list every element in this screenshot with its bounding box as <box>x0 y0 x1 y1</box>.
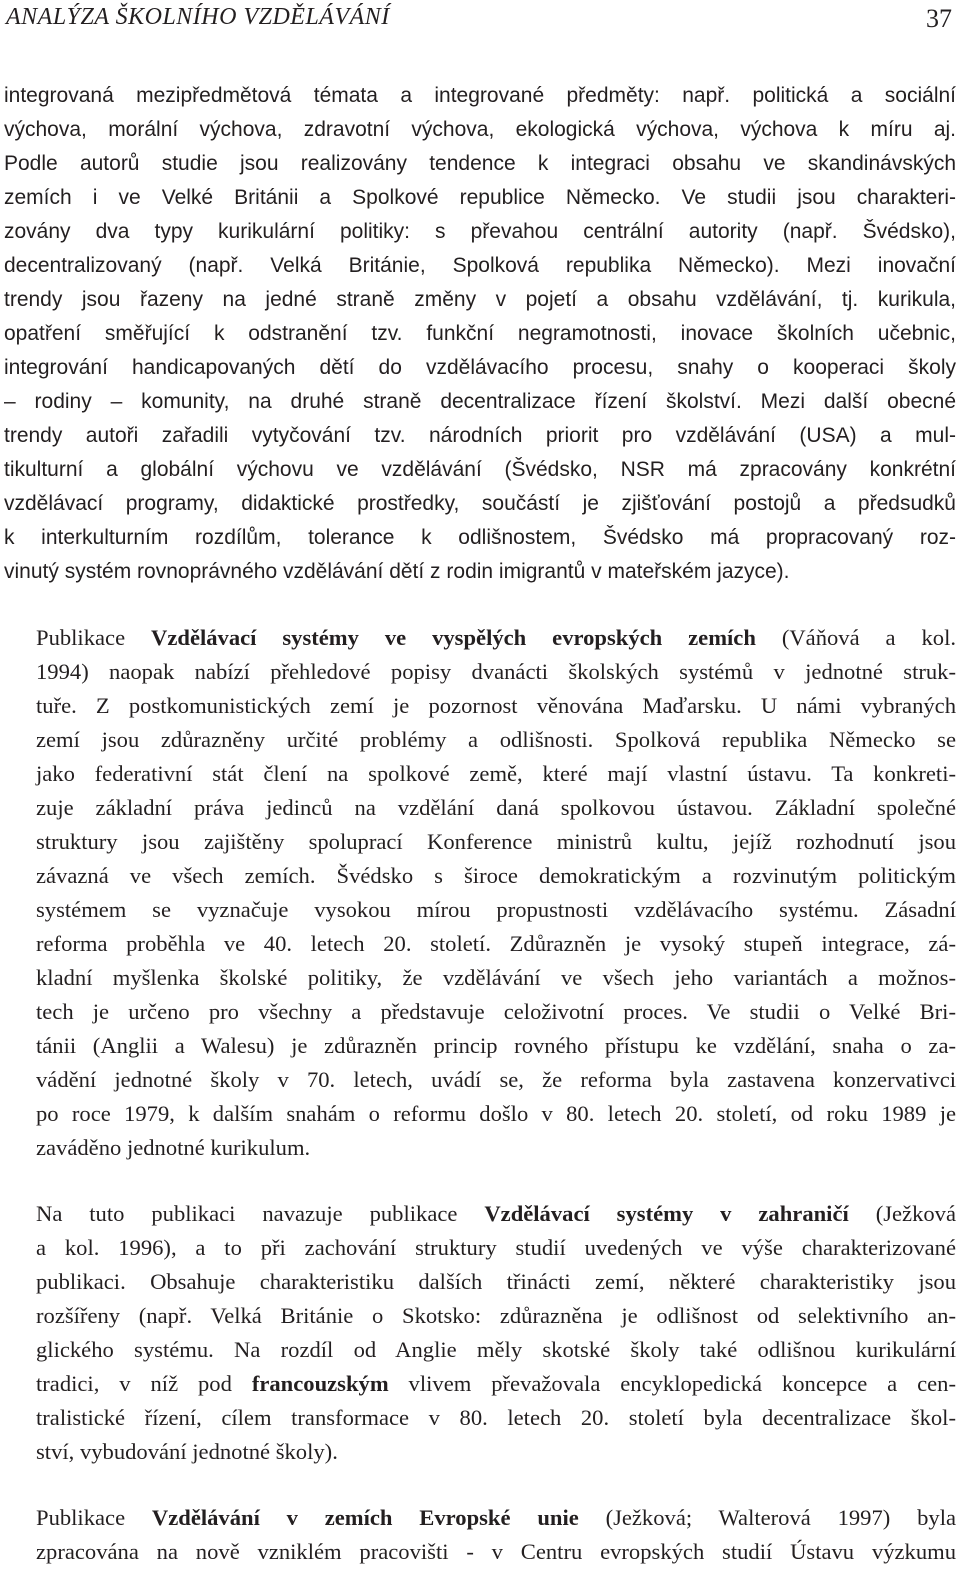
text-run: (Ježková; Walterová 1997) byla <box>578 1505 956 1530</box>
text-line: trendy autoři zařadili vytyčování tzv. národních priorit pro vzdělávání (USA) a mul- <box>4 424 956 447</box>
publication-title: Vzdělávací systémy ve vyspělých evropských zemích <box>151 625 756 650</box>
text-line: 1994) naopak nabízí přehledové popisy dvanácti školských systémů v jednotné struk- <box>36 659 956 684</box>
text-line: tralistické řízení, cílem transformace v 80. letech 20. století byla decentralizace škol- <box>36 1405 956 1430</box>
text-line: tech je určeno pro všechny a představuje celoživotní proces. Ve studii o Velké Bri- <box>36 999 956 1024</box>
text-line: reforma proběhla ve 40. letech 20. století. Zdůrazněn je vysoký stupeň integrace, zá- <box>36 931 956 956</box>
page-number: 37 <box>926 4 952 33</box>
text-line: jako federativní stát člení na spolkové země, které mají vlastní ústavu. Ta konkreti- <box>36 761 956 786</box>
text-run: Na tuto publikaci navazuje publikace <box>36 1201 485 1226</box>
text-line: a kol. 1996), a to při zachování struktury studií uvedených ve výše charakterizované <box>36 1235 956 1260</box>
text-run: (Váňová a kol. <box>755 625 957 650</box>
text-run: Publikace <box>36 625 152 650</box>
text-line: tikulturní a globální výchovu ve vzdělávání (Švédsko, NSR má zpracovány konkrétní <box>4 458 956 481</box>
publication-title: Vzdělávání v zemích Evropské unie <box>151 1505 579 1530</box>
text-line: opatření směřující k odstranění tzv. funkční negramotnosti, inovace školních učebnic, <box>4 322 956 345</box>
text-line: zuje základní práva jedinců na vzdělání daná spolkovou ústavou. Základní společné <box>36 795 956 820</box>
text-line: po roce 1979, k dalším snahám o reformu došlo v 80. letech 20. století, od roku 1989 je <box>36 1101 956 1126</box>
emphasis: francouzským <box>251 1371 389 1396</box>
text-line: zovány dva typy kurikulární politiky: s převahou centrální autority (např. Švédsko), <box>4 220 956 243</box>
text-line: vinutý systém rovnoprávného vzdělávání dětí z rodin imigrantů v mateřském jazyce). <box>4 560 790 583</box>
text-line: integrování handicapovaných dětí do vzdělávacího procesu, snahy o kooperaci školy <box>4 356 956 379</box>
text-line: decentralizovaný (např. Velká Británie, Spolková republika Německo). Mezi inovační <box>4 254 956 277</box>
text-line: závazná ve všech zemích. Švédsko s široce demokratickým a rozvinutým politickým <box>36 863 956 888</box>
paragraph-3 <box>4 1197 956 1469</box>
text-line: tuře. Z postkomunistických zemí je pozornost věnována Maďarsku. U námi vybraných <box>36 693 956 718</box>
text-line: k interkulturním rozdílům, tolerance k odlišnostem, Švédsko má propracovaný roz- <box>4 526 956 549</box>
text-line: Podle autorů studie jsou realizovány tendence k integraci obsahu ve skandinávských <box>4 152 956 175</box>
paragraph-4 <box>4 1501 956 1569</box>
text-line: ství, vybudování jednotné školy). <box>36 1439 338 1464</box>
text-line: glického systému. Na rozdíl od Anglie měly skotské školy také odlišnou kurikulární <box>36 1337 956 1362</box>
text-line: zemí jsou zdůrazněny určité problémy a odlišnosti. Spolková republika Německo se <box>36 727 956 752</box>
text-line: zemích i ve Velké Británii a Spolkové republice Německo. Ve studii jsou charakteri- <box>4 186 956 209</box>
text-run: (Ježková <box>848 1201 956 1226</box>
text-line: vádění jednotné školy v 70. letech, uvádí se, že reforma byla zastavena konzervativci <box>36 1067 956 1092</box>
text-line <box>4 1501 956 1535</box>
text-run: vlivem převažovala encyklopedická koncepce a cen- <box>388 1371 957 1396</box>
page-body <box>4 79 956 1569</box>
text-run: Publikace <box>36 1505 152 1530</box>
text-line: rozšířeny (např. Velká Británie o Skotsko: zdůrazněna je odlišnost od selektivního an- <box>36 1303 956 1328</box>
text-line <box>4 1367 956 1401</box>
text-line: integrovaná mezipředmětová témata a integrované předměty: např. politická a sociální <box>4 84 956 107</box>
text-line: tánii (Anglii a Walesu) je zdůrazněn princip rovného přístupu ke vzdělání, snaha o za- <box>36 1033 956 1058</box>
text-line: publikaci. Obsahuje charakteristiku dalších třinácti zemí, některé charakteristiky jsou <box>36 1269 956 1294</box>
text-line <box>4 1197 956 1231</box>
publication-title: Vzdělávací systémy v zahraničí <box>484 1201 849 1226</box>
text-line: kladní myšlenka školské politiky, že vzdělávání ve všech jeho variantách a možnos- <box>36 965 956 990</box>
text-line: výchova, morální výchova, zdravotní výchova, ekologická výchova, výchova k míru aj. <box>4 118 956 141</box>
text-line: vzdělávací programy, didaktické prostředky, součástí je zjišťování postojů a předsudků <box>4 492 956 515</box>
text-line: struktury jsou zajištěny spoluprací Konference ministrů kultu, jejíž rozhodnutí jsou <box>36 829 956 854</box>
page-header <box>0 0 960 40</box>
text-line: zaváděno jednotné kurikulum. <box>36 1135 311 1160</box>
text-line: systémem se vyznačuje vysokou mírou propustnosti vzdělávacího systému. Zásadní <box>36 897 956 922</box>
text-line <box>4 621 956 655</box>
running-title: ANALÝZA ŠKOLNÍHO VZDĚLÁVÁNÍ <box>6 4 390 30</box>
text-line: – rodiny – komunity, na druhé straně decentralizace řízení školství. Mezi další obecné <box>4 390 956 413</box>
text-run: tradici, v níž pod <box>36 1371 252 1396</box>
paragraph-2 <box>4 621 956 1165</box>
text-line: trendy jsou řazeny na jedné straně změny v pojetí a obsahu vzdělávání, tj. kurikula, <box>4 288 956 311</box>
text-line: zpracována na nově vzniklém pracovišti - v Centru evropských studií Ústavu výzkumu <box>36 1539 956 1564</box>
paragraph-1 <box>4 79 956 589</box>
